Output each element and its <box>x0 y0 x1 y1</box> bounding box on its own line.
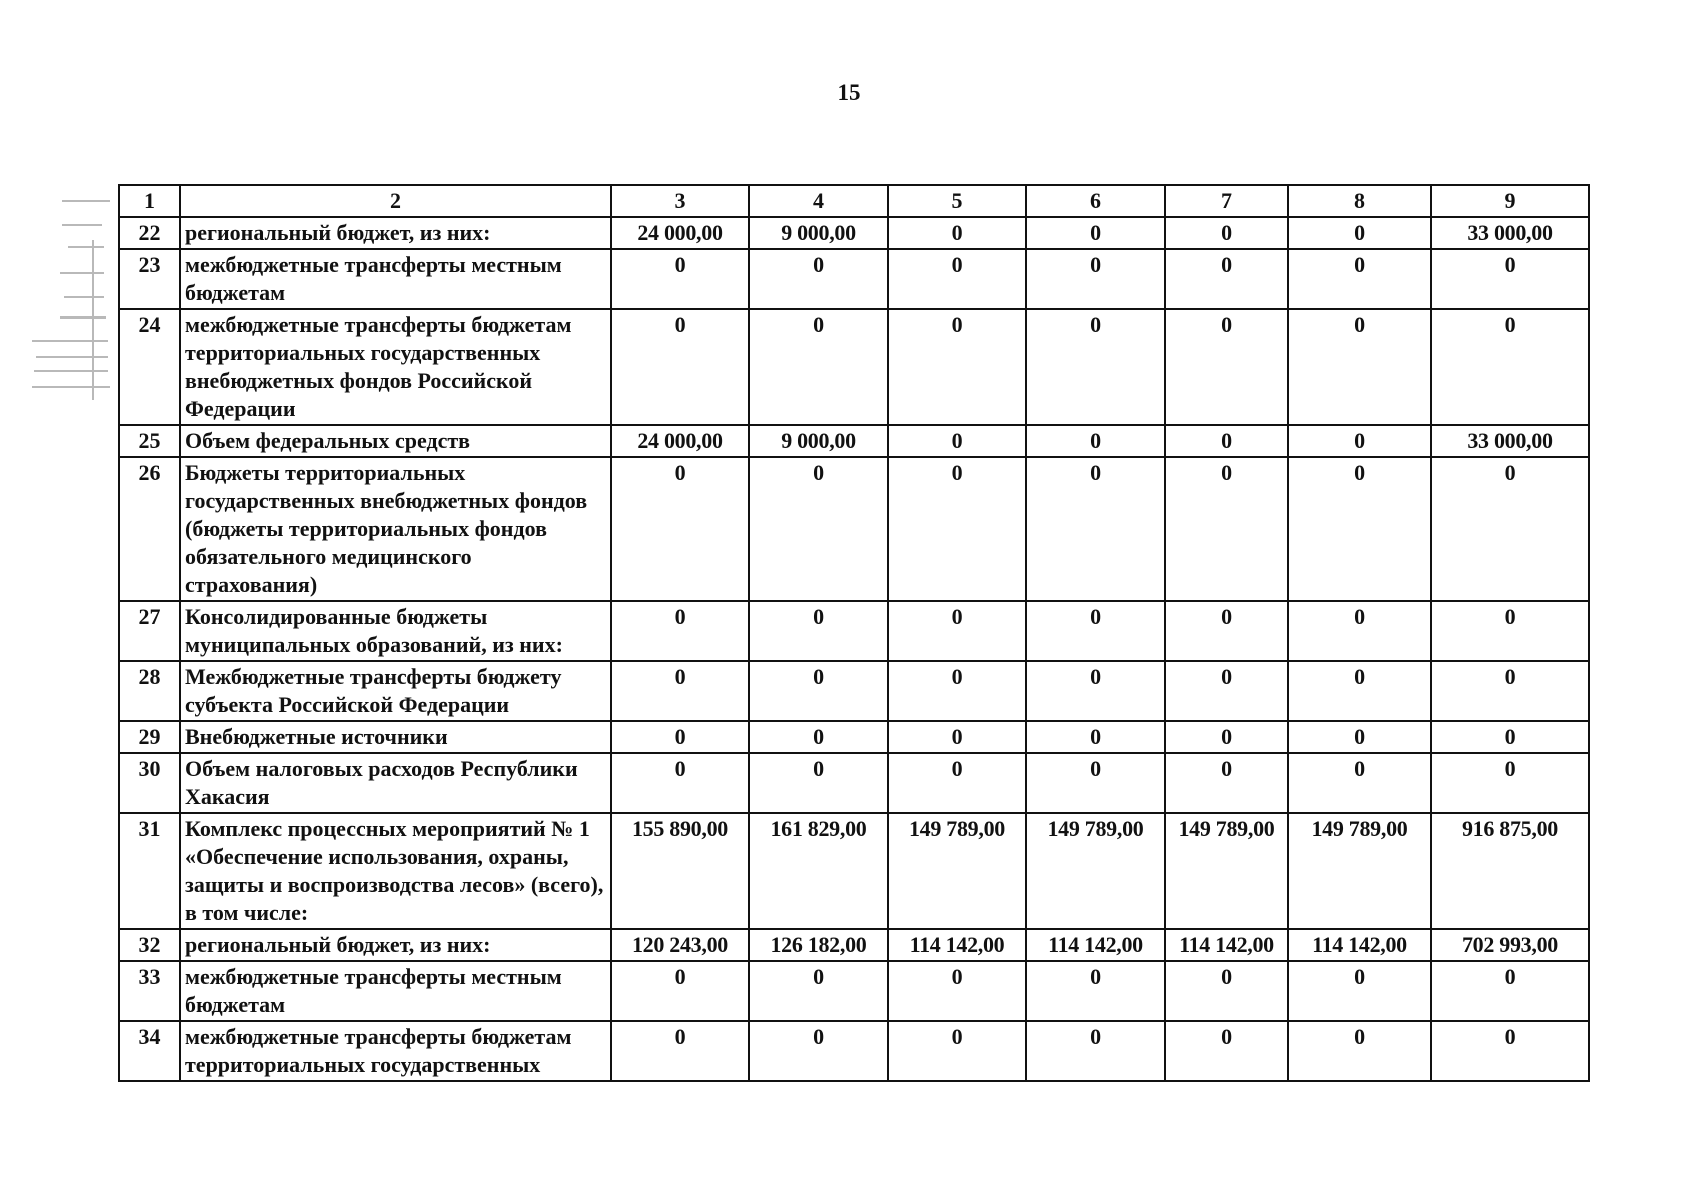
row-number-cell: 26 <box>119 457 180 601</box>
table-row <box>119 961 1589 1021</box>
table-row <box>119 217 1589 249</box>
page-number: 15 <box>837 80 861 105</box>
row-description-cell: межбюджетные трансферты местным бюджетам <box>180 249 611 309</box>
header-cell-col-4: 4 <box>749 185 888 217</box>
row-value-cell-col-3: 120 243,00 <box>611 929 749 961</box>
row-value-cell-col-3: 0 <box>611 1021 749 1081</box>
row-value-cell-col-3: 0 <box>611 661 749 721</box>
table-header-row <box>119 185 1589 217</box>
row-value-cell-col-3: 24 000,00 <box>611 217 749 249</box>
row-value-cell-col-4: 9 000,00 <box>749 425 888 457</box>
row-value-cell-col-3: 0 <box>611 249 749 309</box>
row-description-cell: Внебюджетные источники <box>180 721 611 753</box>
row-value-cell-col-4: 0 <box>749 721 888 753</box>
row-value-cell-col-9: 0 <box>1431 753 1589 813</box>
row-value-cell-col-4: 0 <box>749 601 888 661</box>
row-description-cell: Комплекс процессных мероприятий № 1 «Обеспечение использования, охраны, защиты и воспроизводства лесов» (всего), в том числе: <box>180 813 611 929</box>
row-value-cell-col-9: 0 <box>1431 721 1589 753</box>
header-cell-col-8: 8 <box>1288 185 1431 217</box>
row-value-cell-col-4: 0 <box>749 1021 888 1081</box>
row-value-cell-col-8: 149 789,00 <box>1288 813 1431 929</box>
header-cell-col-5: 5 <box>888 185 1026 217</box>
table-row <box>119 929 1589 961</box>
row-value-cell-col-5: 0 <box>888 661 1026 721</box>
row-number-cell: 23 <box>119 249 180 309</box>
table-row <box>119 1021 1589 1081</box>
row-value-cell-col-8: 114 142,00 <box>1288 929 1431 961</box>
table-row <box>119 721 1589 753</box>
row-value-cell-col-9: 0 <box>1431 1021 1589 1081</box>
row-description-cell: межбюджетные трансферты бюджетам территориальных государственных внебюджетных фондов Российской Федерации <box>180 309 611 425</box>
row-value-cell-col-5: 149 789,00 <box>888 813 1026 929</box>
row-value-cell-col-7: 0 <box>1165 961 1288 1021</box>
row-value-cell-col-7: 0 <box>1165 309 1288 425</box>
row-value-cell-col-6: 149 789,00 <box>1026 813 1165 929</box>
row-number-cell: 27 <box>119 601 180 661</box>
row-number-cell: 32 <box>119 929 180 961</box>
row-value-cell-col-8: 0 <box>1288 249 1431 309</box>
row-value-cell-col-9: 916 875,00 <box>1431 813 1589 929</box>
row-description-cell: Объем налоговых расходов Республики Хакасия <box>180 753 611 813</box>
row-number-cell: 22 <box>119 217 180 249</box>
row-value-cell-col-4: 0 <box>749 961 888 1021</box>
budget-table <box>118 184 1590 1082</box>
row-value-cell-col-8: 0 <box>1288 721 1431 753</box>
row-value-cell-col-9: 0 <box>1431 961 1589 1021</box>
table-row <box>119 457 1589 601</box>
row-value-cell-col-7: 0 <box>1165 661 1288 721</box>
table-row <box>119 813 1589 929</box>
row-value-cell-col-4: 0 <box>749 457 888 601</box>
row-description-cell: Консолидированные бюджеты муниципальных образований, из них: <box>180 601 611 661</box>
row-value-cell-col-7: 149 789,00 <box>1165 813 1288 929</box>
row-value-cell-col-8: 0 <box>1288 457 1431 601</box>
header-cell-col-2: 2 <box>180 185 611 217</box>
row-value-cell-col-8: 0 <box>1288 753 1431 813</box>
row-value-cell-col-6: 0 <box>1026 721 1165 753</box>
row-value-cell-col-7: 0 <box>1165 753 1288 813</box>
row-value-cell-col-4: 0 <box>749 753 888 813</box>
row-value-cell-col-4: 0 <box>749 661 888 721</box>
row-value-cell-col-8: 0 <box>1288 309 1431 425</box>
row-description-cell: Межбюджетные трансферты бюджету субъекта Российской Федерации <box>180 661 611 721</box>
row-number-cell: 33 <box>119 961 180 1021</box>
row-description-cell: региональный бюджет, из них: <box>180 217 611 249</box>
row-value-cell-col-7: 0 <box>1165 457 1288 601</box>
row-value-cell-col-9: 0 <box>1431 601 1589 661</box>
row-value-cell-col-7: 114 142,00 <box>1165 929 1288 961</box>
row-value-cell-col-5: 0 <box>888 1021 1026 1081</box>
row-value-cell-col-8: 0 <box>1288 217 1431 249</box>
row-value-cell-col-3: 0 <box>611 601 749 661</box>
row-number-cell: 34 <box>119 1021 180 1081</box>
header-cell-col-1: 1 <box>119 185 180 217</box>
row-value-cell-col-3: 24 000,00 <box>611 425 749 457</box>
row-value-cell-col-6: 0 <box>1026 661 1165 721</box>
row-value-cell-col-3: 0 <box>611 309 749 425</box>
row-value-cell-col-7: 0 <box>1165 721 1288 753</box>
row-value-cell-col-6: 0 <box>1026 309 1165 425</box>
row-value-cell-col-9: 0 <box>1431 309 1589 425</box>
header-cell-col-7: 7 <box>1165 185 1288 217</box>
row-value-cell-col-6: 114 142,00 <box>1026 929 1165 961</box>
table-row <box>119 425 1589 457</box>
row-value-cell-col-5: 0 <box>888 425 1026 457</box>
row-value-cell-col-9: 702 993,00 <box>1431 929 1589 961</box>
row-value-cell-col-4: 0 <box>749 309 888 425</box>
row-value-cell-col-5: 0 <box>888 753 1026 813</box>
row-description-cell: Бюджеты территориальных государственных внебюджетных фондов (бюджеты территориальных фондов обязательного медицинского страхования) <box>180 457 611 601</box>
row-value-cell-col-7: 0 <box>1165 425 1288 457</box>
row-description-cell: Объем федеральных средств <box>180 425 611 457</box>
table-body <box>119 185 1589 1081</box>
row-value-cell-col-8: 0 <box>1288 425 1431 457</box>
row-value-cell-col-6: 0 <box>1026 1021 1165 1081</box>
row-value-cell-col-7: 0 <box>1165 1021 1288 1081</box>
row-value-cell-col-6: 0 <box>1026 249 1165 309</box>
header-cell-col-6: 6 <box>1026 185 1165 217</box>
row-value-cell-col-9: 0 <box>1431 661 1589 721</box>
table-row <box>119 753 1589 813</box>
row-number-cell: 31 <box>119 813 180 929</box>
row-value-cell-col-6: 0 <box>1026 217 1165 249</box>
row-description-cell: межбюджетные трансферты местным бюджетам <box>180 961 611 1021</box>
row-value-cell-col-8: 0 <box>1288 601 1431 661</box>
row-value-cell-col-4: 161 829,00 <box>749 813 888 929</box>
row-value-cell-col-4: 126 182,00 <box>749 929 888 961</box>
row-value-cell-col-6: 0 <box>1026 961 1165 1021</box>
row-number-cell: 28 <box>119 661 180 721</box>
row-number-cell: 24 <box>119 309 180 425</box>
row-value-cell-col-7: 0 <box>1165 249 1288 309</box>
row-value-cell-col-5: 0 <box>888 309 1026 425</box>
row-value-cell-col-5: 0 <box>888 601 1026 661</box>
row-number-cell: 30 <box>119 753 180 813</box>
row-value-cell-col-6: 0 <box>1026 601 1165 661</box>
row-value-cell-col-8: 0 <box>1288 661 1431 721</box>
table-row <box>119 309 1589 425</box>
header-cell-col-3: 3 <box>611 185 749 217</box>
row-value-cell-col-5: 0 <box>888 721 1026 753</box>
row-value-cell-col-6: 0 <box>1026 425 1165 457</box>
row-value-cell-col-4: 0 <box>749 249 888 309</box>
row-value-cell-col-5: 0 <box>888 217 1026 249</box>
row-number-cell: 25 <box>119 425 180 457</box>
header-cell-col-9: 9 <box>1431 185 1589 217</box>
row-description-cell: межбюджетные трансферты бюджетам территориальных государственных <box>180 1021 611 1081</box>
row-value-cell-col-9: 33 000,00 <box>1431 217 1589 249</box>
row-value-cell-col-8: 0 <box>1288 1021 1431 1081</box>
row-value-cell-col-3: 0 <box>611 961 749 1021</box>
row-description-cell: региональный бюджет, из них: <box>180 929 611 961</box>
row-value-cell-col-5: 0 <box>888 961 1026 1021</box>
row-value-cell-col-5: 114 142,00 <box>888 929 1026 961</box>
table-row <box>119 661 1589 721</box>
row-value-cell-col-8: 0 <box>1288 961 1431 1021</box>
row-value-cell-col-9: 0 <box>1431 249 1589 309</box>
row-value-cell-col-3: 0 <box>611 457 749 601</box>
row-value-cell-col-7: 0 <box>1165 601 1288 661</box>
row-value-cell-col-6: 0 <box>1026 457 1165 601</box>
row-value-cell-col-6: 0 <box>1026 753 1165 813</box>
margin-stamp <box>32 200 112 410</box>
row-value-cell-col-3: 0 <box>611 753 749 813</box>
table-row <box>119 601 1589 661</box>
table-row <box>119 249 1589 309</box>
row-value-cell-col-5: 0 <box>888 249 1026 309</box>
row-value-cell-col-9: 0 <box>1431 457 1589 601</box>
row-value-cell-col-3: 0 <box>611 721 749 753</box>
row-value-cell-col-5: 0 <box>888 457 1026 601</box>
row-value-cell-col-4: 9 000,00 <box>749 217 888 249</box>
row-value-cell-col-7: 0 <box>1165 217 1288 249</box>
row-value-cell-col-3: 155 890,00 <box>611 813 749 929</box>
row-value-cell-col-9: 33 000,00 <box>1431 425 1589 457</box>
row-number-cell: 29 <box>119 721 180 753</box>
